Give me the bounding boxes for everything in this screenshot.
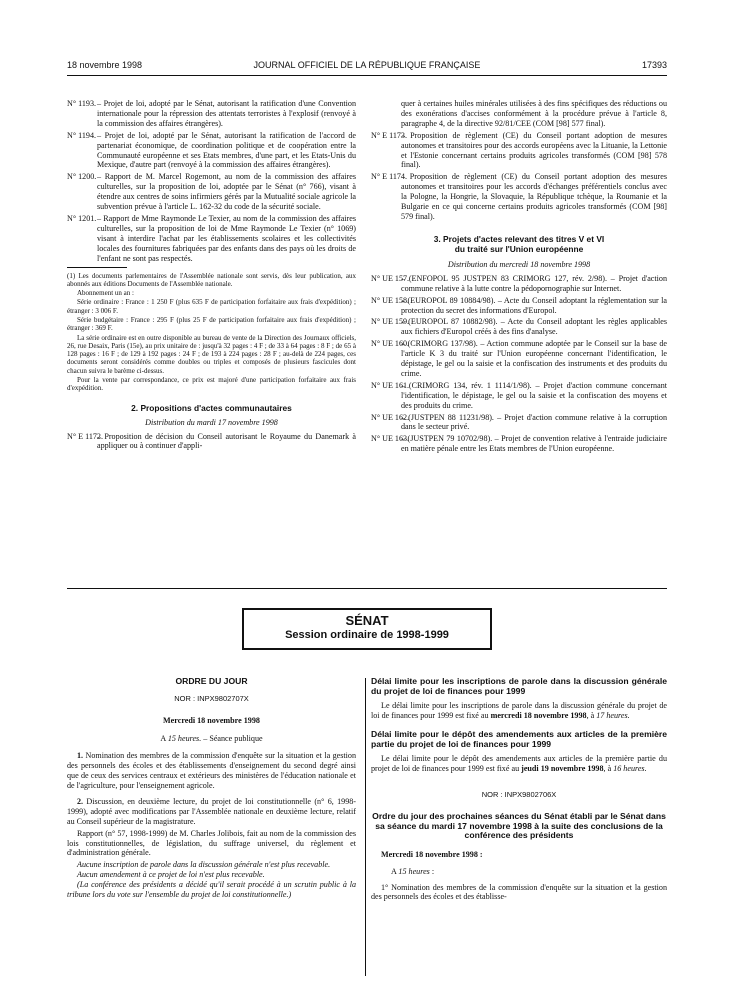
left-column-top (67, 99, 356, 453)
list-item: N° 1201. – Rapport de Mme Raymonde Le Texier, au nom de la commission des affaires culturelles, sur la proposition de loi de Mme Raymonde Le Texier (n° 1069) visant à interdire l'achat par les établissements scolaires et les collectivités locales des fournitures fabriquées par des enfants dans des pays où les droits de l'enfant ne sont pas respectés. (67, 213, 356, 263)
note-3: (La conférence des présidents a décidé qu'il serait procédé à un scrutin public à la tribune lors du vote sur l'ensemble du projet de loi constitutionnelle.) (67, 880, 356, 900)
list-item: N° 1194. – Projet de loi, adopté par le Sénat, autorisant la ratification de l'accord de partenariat économique, de coordination politique et de coopération entre la Communauté européenne et ses Etats membres, d'une part, et les Etats-Unis du Mexique, d'autre part (renvoyé à la commission des affaires étrangères). (67, 130, 356, 170)
list-item: N° UE 157. – (ENFOPOL 95 JUSTPEN 83 CRIMORG 127, rév. 2/98). – Projet d'action commune relative à la lutte contre la pédopornographie sur Internet. (371, 273, 667, 293)
prochaines-date: Mercredi 18 novembre 1998 : (381, 849, 483, 859)
ordre-du-jour-title: ORDRE DU JOUR (175, 676, 248, 686)
ordre-du-jour (67, 677, 356, 900)
delai-2-title: Délai limite pour le dépôt des amendements aux articles de la première partie du projet de loi de finances pour 1999 (371, 729, 667, 749)
senat-title-box (242, 608, 492, 650)
list-item: N° UE 159. – (EUROPOL 87 10882/98). – Acte du Conseil adoptant les règles applicables aux fichiers d'Europol créés à des fins d'analyse. (371, 317, 667, 337)
header-rule (67, 75, 667, 76)
delais-column (371, 677, 667, 904)
page-header (67, 60, 667, 74)
column-divider (365, 678, 366, 976)
list-item: N° 1193. – Projet de loi, adopté par le Sénat, autorisant la ratification d'une Convention internationale pour la répression des attentats terroristes à l'explosif (renvoyé à la commission des affaires étrangères). (67, 99, 356, 128)
note-2: Aucun amendement à ce projet de loi n'est plus recevable. (77, 870, 265, 880)
footnote-rule (67, 267, 127, 268)
agenda-item-2: 2. Discussion, en deuxième lecture, du projet de loi constitutionnelle (n° 6, 1998-1999), adopté avec modifications par l'Assemblée nationale en deuxième lecture, relatif au Conseil supérieur de la magistrature. (67, 796, 356, 826)
footnote: (1) Les documents parlementaires de l'Assemblée nationale sont servis, dès leur publication, aux abonnés aux éditions Documents de l'Assemblée nationale. Abonnement un an : Série ordinaire : France : 1 250 F (plus 635 F de participation forfaitaire aux frais d'expédition) ; étranger : 3 006 F. Série budgétaire : France : 295 F (plus 25 F de participation forfaitaire aux frais d'expédition) ; étranger : 369 F. La série ordinaire est en outre disponible au bureau de vente de la Direction des Journaux officiels, 26, rue Desaix, Paris (15e), au prix unitaire de : jusqu'à 32 pages : 4 F ; de 33 à 64 pages : 8 F ; de 65 à 128 pages : 16 F ; de 129 à 192 pages : 24 F ; de 193 à 224 pages : 28 F ; au-delà de 224 pages, ces documents seront considérés comme doubles ou triples et composés de plusieurs fascicules dont chacun suivra le barème ci-dessus. Pour la vente par correspondance, ce prix est majoré d'une participation forfaitaire aux frais d'expédition. (67, 271, 356, 393)
section-rule (67, 588, 667, 589)
section-3-distribution: Distribution du mercredi 18 novembre 1998 (447, 259, 591, 269)
delai-1-title: Délai limite pour les inscriptions de parole dans la discussion générale du projet de loi de finances pour 1999 (371, 676, 667, 696)
prochaines-title: Ordre du jour des prochaines séances du Sénat établi par le Sénat dans sa séance du mardi 17 novembre 1998 à la suite des conclusions de la conférence des présidents (372, 810, 666, 841)
header-date: 18 novembre 1998 (67, 60, 143, 70)
agenda-item-1: 1. Nomination des membres de la commission d'enquête sur la situation et la gestion des personnels des écoles et des établissements d'enseignement du second degré ainsi que de ceux des services centraux et extérieurs des ministères de l'éducation nationale et de l'agriculture, pour l'enseignement agricole. (67, 751, 356, 791)
list-item: N° UE 161. – (CRIMORG 134, rév. 1 1114/1/98). – Projet d'action commune concernant l'identification, le dépistage, le gel ou la saisie et la confiscation des moyens et des produits du crime. (371, 380, 667, 410)
section-2-title: 2. Propositions d'actes communautaires (131, 402, 292, 413)
list-item: N° E 1173. – Proposition de règlement (CE) du Conseil portant adoption de mesures autonomes et transitoires pour des accords européens avec la Lituanie, la Lettonie et l'Estonie concernant certains produits agricoles transformés (COM [98] 578 final). (371, 130, 667, 170)
delai-2-text: Le délai limite pour le dépôt des amendements aux articles de la première partie du projet de loi de finances pour 1999 est fixé au jeudi 19 novembre 1998, à 16 heures. (371, 754, 667, 774)
rapport: Rapport (n° 57, 1998-1999) de M. Charles Jolibois, fait au nom de la commission des lois constitutionnelles, de législation, du suffrage universel, du règlement et d'administration générale. (67, 828, 356, 858)
list-item: N° UE 162. – (JUSTPEN 88 11231/98). – Projet d'action commune relative à la corruption dans le secteur privé. (371, 412, 667, 432)
section-2-distribution: Distribution du mardi 17 novembre 1998 (145, 417, 278, 427)
session-date: Mercredi 18 novembre 1998 (163, 715, 260, 725)
continuation-text: quer à certaines huiles minérales utilisées à des fins spécifiques des réductions ou des exonérations d'accises conformément à la procédure prévue à l'article 8, paragraphe 4, de la directive 92/81/CEE (COM [98] 577 final). (401, 99, 667, 128)
list-item: N° UE 163. – (JUSTPEN 79 10702/98). – Projet de convention relative à l'entraide judiciaire en matière pénale entre les Etats membres de l'Union européenne. (371, 434, 667, 454)
senat-subtitle: Session ordinaire de 1998-1999 (285, 629, 449, 641)
page-number: 17393 (641, 60, 667, 70)
section-3-title: 3. Projets d'actes relevant des titres V et VI du traité sur l'Union européenne (433, 233, 605, 254)
journal-title: JOURNAL OFFICIEL DE LA RÉPUBLIQUE FRANÇAISE (253, 60, 481, 70)
nor-reference: NOR : INPX9802707X (174, 693, 249, 703)
delai-1-text: Le délai limite pour les inscriptions de parole dans la discussion générale du projet de loi de finances pour 1999 est fixé au mercredi 18 novembre 1998, à 17 heures. (371, 701, 667, 721)
list-item: N° E 1174. – Proposition de règlement (CE) du Conseil portant adoption des mesures autonomes et transitoires pour les accords d'échanges préférentiels conclus avec la Pologne, la Hongrie, la Slovaquie, la République tchèque, la Roumanie et la Bulgarie en ce qui concerne certains produits agricoles transformés (COM [98] 579 final). (371, 172, 667, 221)
prochaines-item-1: 1° Nomination des membres de la commission d'enquête sur la situation et la gestion des personnels des écoles et des établisse- (371, 882, 667, 902)
session-time: A 15 heures. – Séance publique (160, 734, 263, 744)
right-column-top (371, 99, 667, 456)
list-item: N° 1200. – Rapport de M. Marcel Rogemont, au nom de la commission des affaires culturelles, sur la proposition de loi, adoptée par le Sénat (n° 766), visant à étendre aux centres de soins infirmiers gérés par la Mutualité sociale agricole la subvention prévue à l'article L. 162-32 du code de la sécurité sociale. (67, 172, 356, 212)
note-1: Aucune inscription de parole dans la discussion générale n'est plus recevable. (77, 860, 331, 870)
list-item: N° UE 158. – (EUROPOL 89 10884/98). – Acte du Conseil adoptant la réglementation sur la protection du secret des informations d'Europol. (371, 295, 667, 315)
prochaines-time: A 15 heures : (391, 866, 435, 876)
senat-title: SÉNAT (345, 613, 389, 628)
list-item: N° E 1172. – Proposition de décision du Conseil autorisant le Royaume du Danemark à appliquer ou à continuer d'appli- (67, 431, 356, 451)
nor-reference-2: NOR : INPX9802706X (481, 790, 557, 799)
list-item: N° UE 160. – (CRIMORG 137/98). – Action commune adoptée par le Conseil sur la base de l'article K 3 du traité sur l'Union européenne concernant l'identification, le dépistage, le gel ou la saisie et la confiscation des instruments et des produits du crime. (371, 339, 667, 378)
